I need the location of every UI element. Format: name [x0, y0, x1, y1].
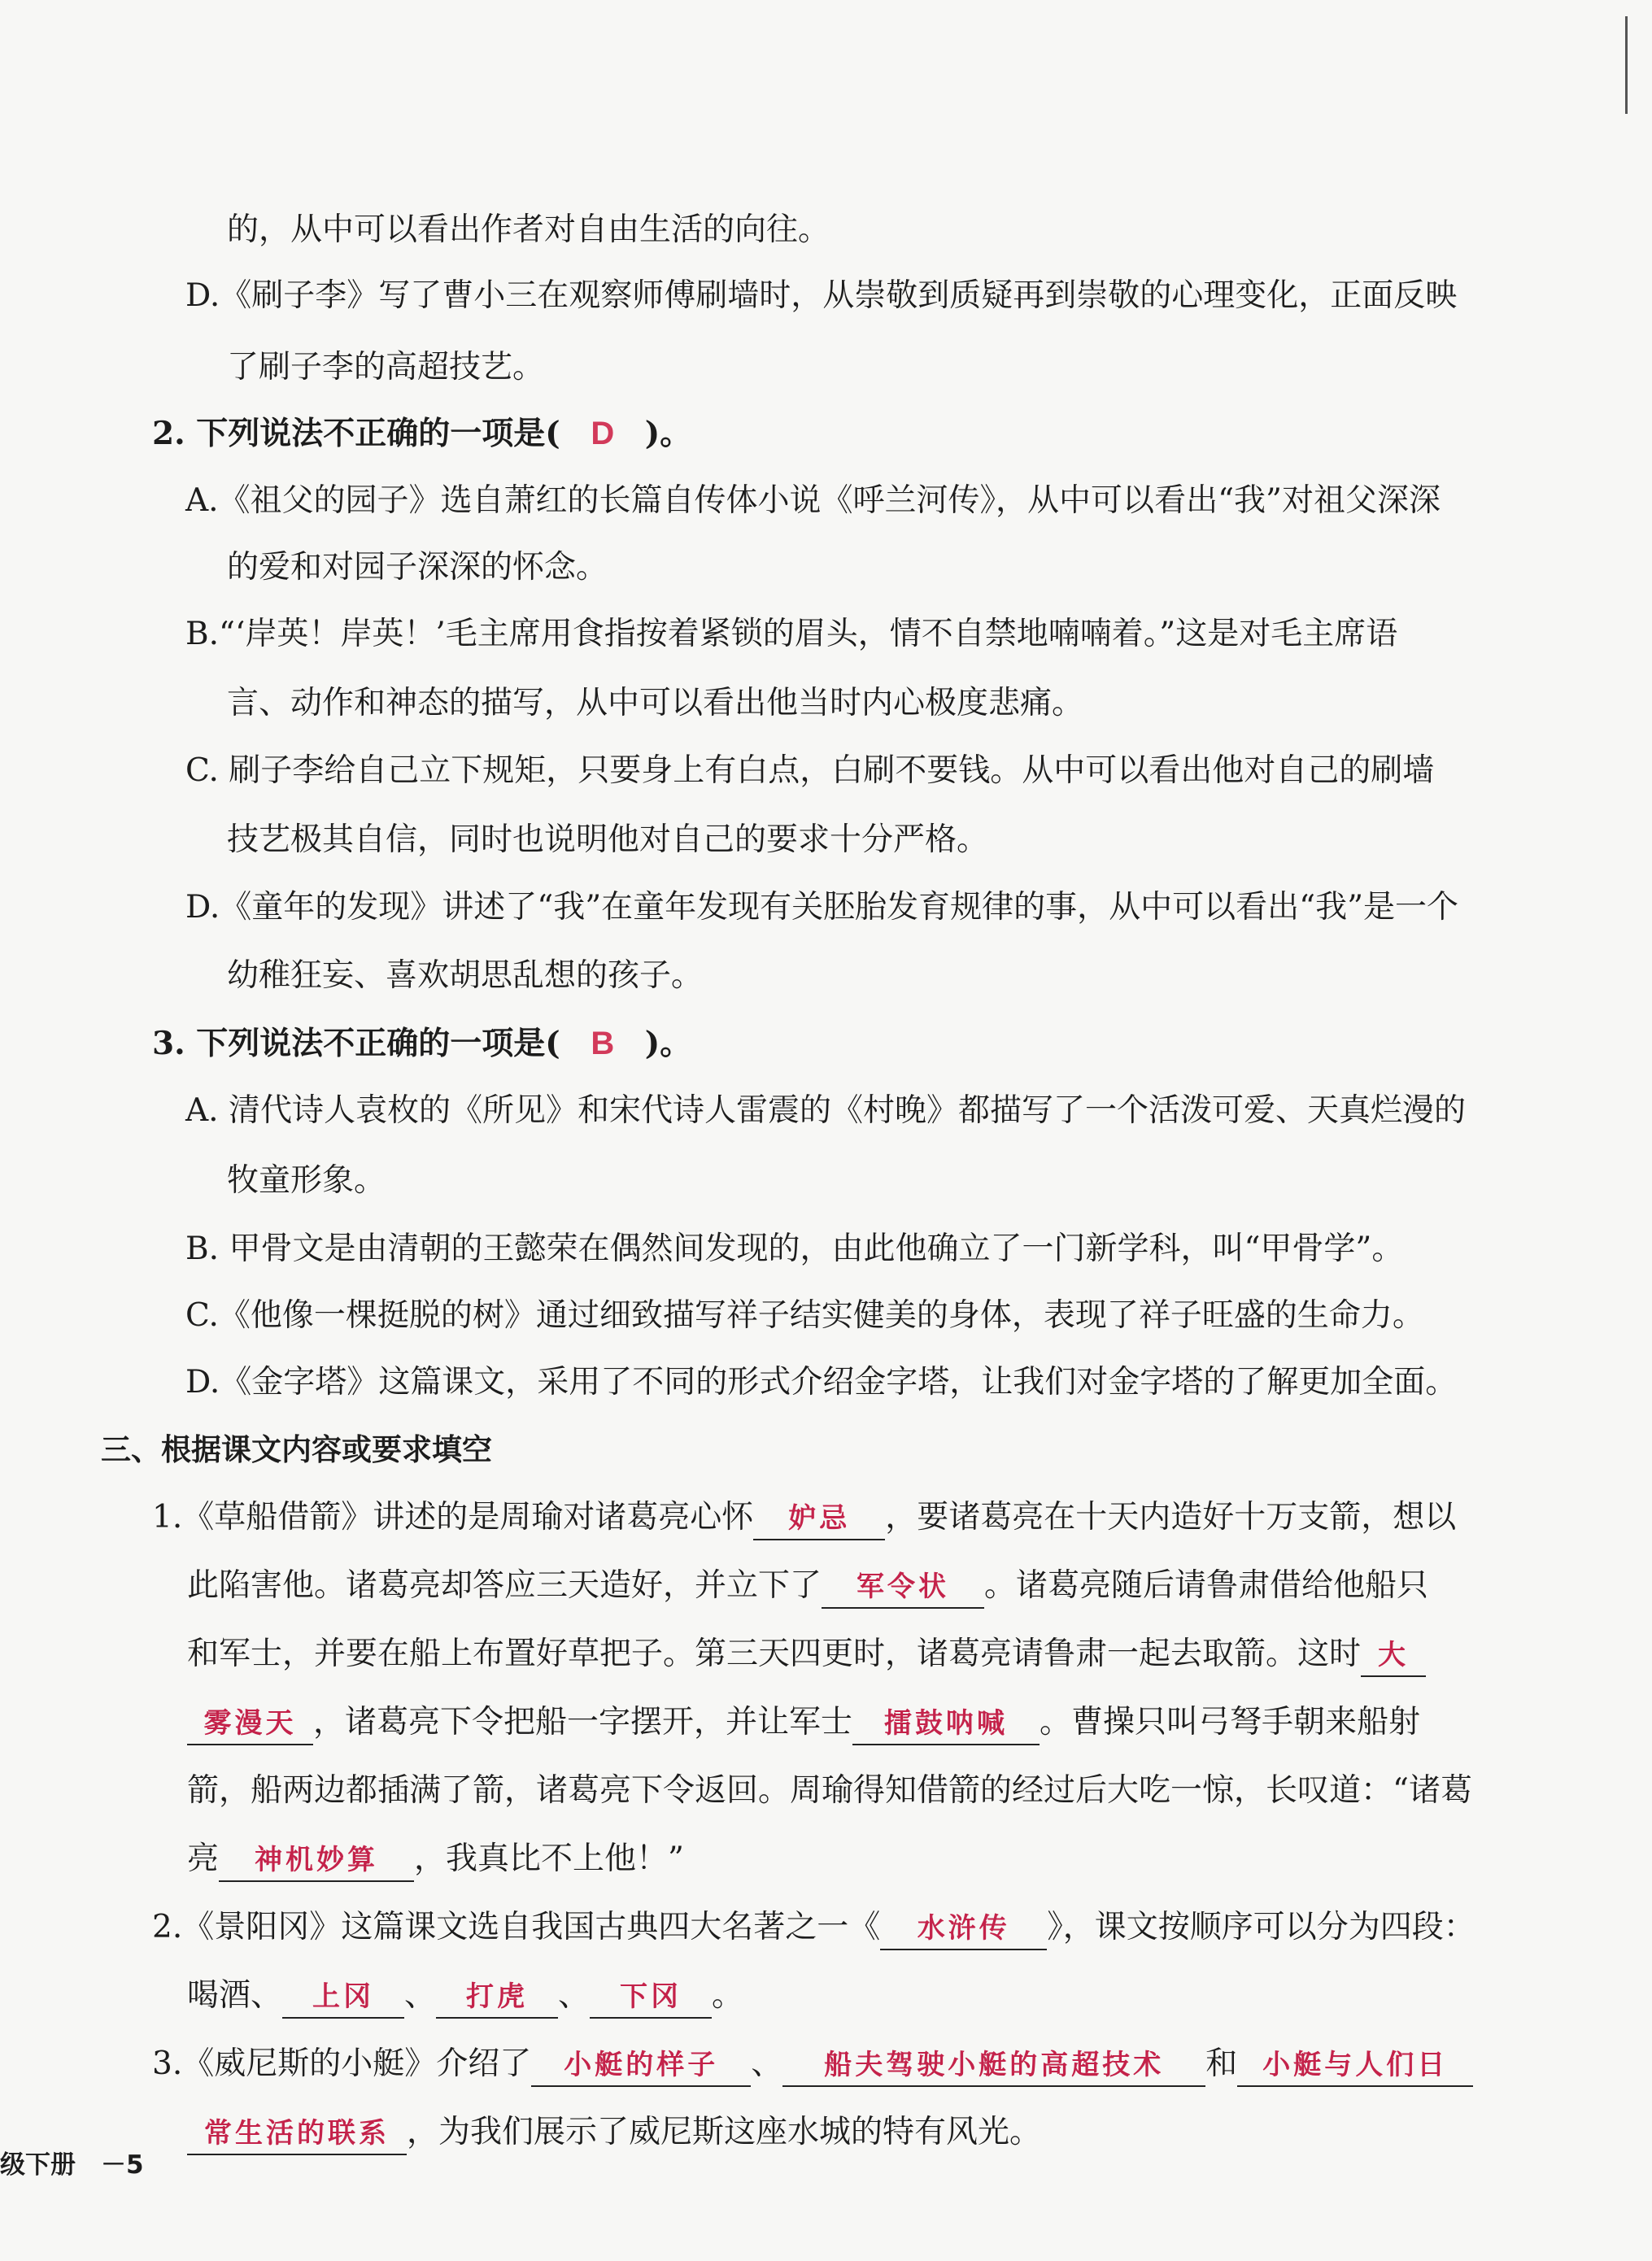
- fill-question-2: [152, 1905, 1475, 1950]
- answer-mark: B: [591, 1026, 615, 1061]
- stem-text: ，要诸葛亮在十天内造好十万支箭，想以: [885, 1499, 1457, 1536]
- answer-mark: D: [591, 416, 615, 451]
- text-line: 的，从中可以看出作者对自由生活的向往。: [227, 211, 830, 248]
- option-a-cont: 牧童形象。: [227, 1162, 386, 1199]
- answer-blank: 船夫驾驶小艇的高超技术: [782, 2045, 1205, 2087]
- answer-blank: 水浒传: [880, 1908, 1047, 1950]
- fill-question-1-line: 箭，船两边都插满了箭，诸葛亮下令返回。周瑜得知借箭的经过后大吃一惊，长叹道：“诸葛: [187, 1772, 1472, 1809]
- stem-text: 。诸葛亮随后请鲁肃借给他船只: [984, 1567, 1429, 1604]
- stem-text: 和: [1205, 2045, 1238, 2082]
- option-a-cont: 的爱和对园子深深的怀念。: [227, 549, 608, 586]
- question-3: [152, 1021, 691, 1066]
- option-d-cont: 幼稚狂妄、喜欢胡思乱想的孩子。: [227, 957, 704, 994]
- option-d: D.《童年的发现》讲述了“我”在童年发现有关胚胎发育规律的事，从中可以看出“我”是一个: [185, 889, 1459, 926]
- text-line: 了刷子李的高超技艺。: [227, 349, 545, 386]
- section-heading: 三、根据课文内容或要求填空: [101, 1432, 492, 1467]
- option-b: B.“‘岸英！岸英！’毛主席用食指按着紧锁的眉头，情不自禁地喃喃着。”这是对毛主席语: [185, 616, 1398, 652]
- option-c: C.《他像一棵挺脱的树》通过细致描写祥子结实健美的身体，表现了祥子旺盛的生命力。: [185, 1297, 1424, 1334]
- answer-blank: 小艇的样子: [531, 2045, 751, 2087]
- answer-blank: 上冈: [282, 1976, 404, 2019]
- question-stem: 2. 下列说法不正确的一项是(: [152, 415, 560, 452]
- text-line: D.《刷子李》写了曹小三在观察师傅刷墙时，从崇敬到质疑再到崇敬的心理变化，正面反映: [185, 277, 1458, 314]
- stem-text: 、: [751, 2045, 783, 2082]
- option-b: B. 甲骨文是由清朝的王懿荣在偶然间发现的，由此他确立了一门新学科，叫“甲骨学”。: [185, 1231, 1404, 1267]
- stem-text: 》，课文按顺序可以分为四段：: [1047, 1909, 1475, 1945]
- option-d: D.《金字塔》这篇课文，采用了不同的形式介绍金字塔，让我们对金字塔的了解更加全面。: [185, 1364, 1458, 1401]
- answer-blank: 妒忌: [753, 1498, 885, 1540]
- answer-blank: 打虎: [436, 1976, 558, 2019]
- option-a: A. 清代诗人袁枚的《所见》和宋代诗人雷震的《村晚》都描写了一个活泼可爱、天真烂漫的: [185, 1092, 1466, 1129]
- answer-blank: 神机妙算: [219, 1840, 414, 1882]
- question-stem-end: )。: [644, 1025, 692, 1062]
- stem-text: ，为我们展示了威尼斯这座水城的特有风光。: [407, 2114, 1042, 2150]
- answer-blank: 军令状: [822, 1566, 984, 1609]
- answer-blank: 雾漫天: [187, 1703, 313, 1745]
- fill-question-1-line: [187, 1563, 1428, 1609]
- fill-question-2-line: [187, 1973, 743, 2019]
- stem-text: 此陷害他。诸葛亮却答应三天造好，并立下了: [187, 1567, 822, 1604]
- answer-blank: 下冈: [590, 1976, 712, 2019]
- option-c: C. 刷子李给自己立下规矩，只要身上有白点，白刷不要钱。从中可以看出他对自己的刷墙: [185, 752, 1435, 789]
- stem-text: 、: [558, 1977, 591, 2014]
- stem-text: 。: [712, 1977, 744, 2014]
- fill-question-1: [152, 1495, 1456, 1540]
- answer-blank: 大: [1361, 1635, 1426, 1677]
- stem-text: ，诸葛亮下令把船一字摆开，并让军士: [313, 1704, 853, 1740]
- option-b-cont: 言、动作和神态的描写，从中可以看出他当时内心极度悲痛。: [227, 685, 1084, 721]
- stem-text: ，我真比不上他！”: [414, 1841, 684, 1877]
- option-c-cont: 技艺极其自信，同时也说明他对自己的要求十分严格。: [227, 821, 989, 858]
- stem-text: 2.《景阳冈》这篇课文选自我国古典四大名著之一《: [152, 1909, 881, 1945]
- scan-edge-line: [1625, 16, 1628, 114]
- question-stem: 3. 下列说法不正确的一项是(: [152, 1025, 560, 1062]
- answer-blank: 常生活的联系: [187, 2113, 407, 2155]
- option-a: A.《祖父的园子》选自萧红的长篇自传体小说《呼兰河传》，从中可以看出“我”对祖父深深: [185, 482, 1441, 519]
- fill-question-1-line: [187, 1836, 684, 1882]
- stem-text: 1.《草船借箭》讲述的是周瑜对诸葛亮心怀: [152, 1499, 754, 1536]
- page-footer: 级下册 －5: [0, 2150, 144, 2180]
- fill-question-1-line: [187, 1631, 1426, 1677]
- answer-blank: 擂鼓呐喊: [852, 1703, 1040, 1745]
- fill-question-1-line: [187, 1700, 1420, 1745]
- stem-text: 3.《威尼斯的小艇》介绍了: [152, 2045, 532, 2082]
- question-stem-end: )。: [644, 415, 692, 452]
- stem-text: 和军士，并要在船上布置好草把子。第三天四更时，诸葛亮请鲁肃一起去取箭。这时: [187, 1636, 1362, 1672]
- fill-question-3-line: [187, 2110, 1041, 2155]
- answer-blank: 小艇与人们日: [1237, 2045, 1473, 2087]
- stem-text: 。曹操只叫弓弩手朝来船射: [1040, 1704, 1421, 1740]
- stem-text: 、: [404, 1977, 437, 2014]
- question-2: [152, 411, 691, 456]
- fill-question-3: [152, 2041, 1473, 2087]
- stem-text: 亮: [187, 1841, 220, 1877]
- stem-text: 喝酒、: [187, 1977, 283, 2014]
